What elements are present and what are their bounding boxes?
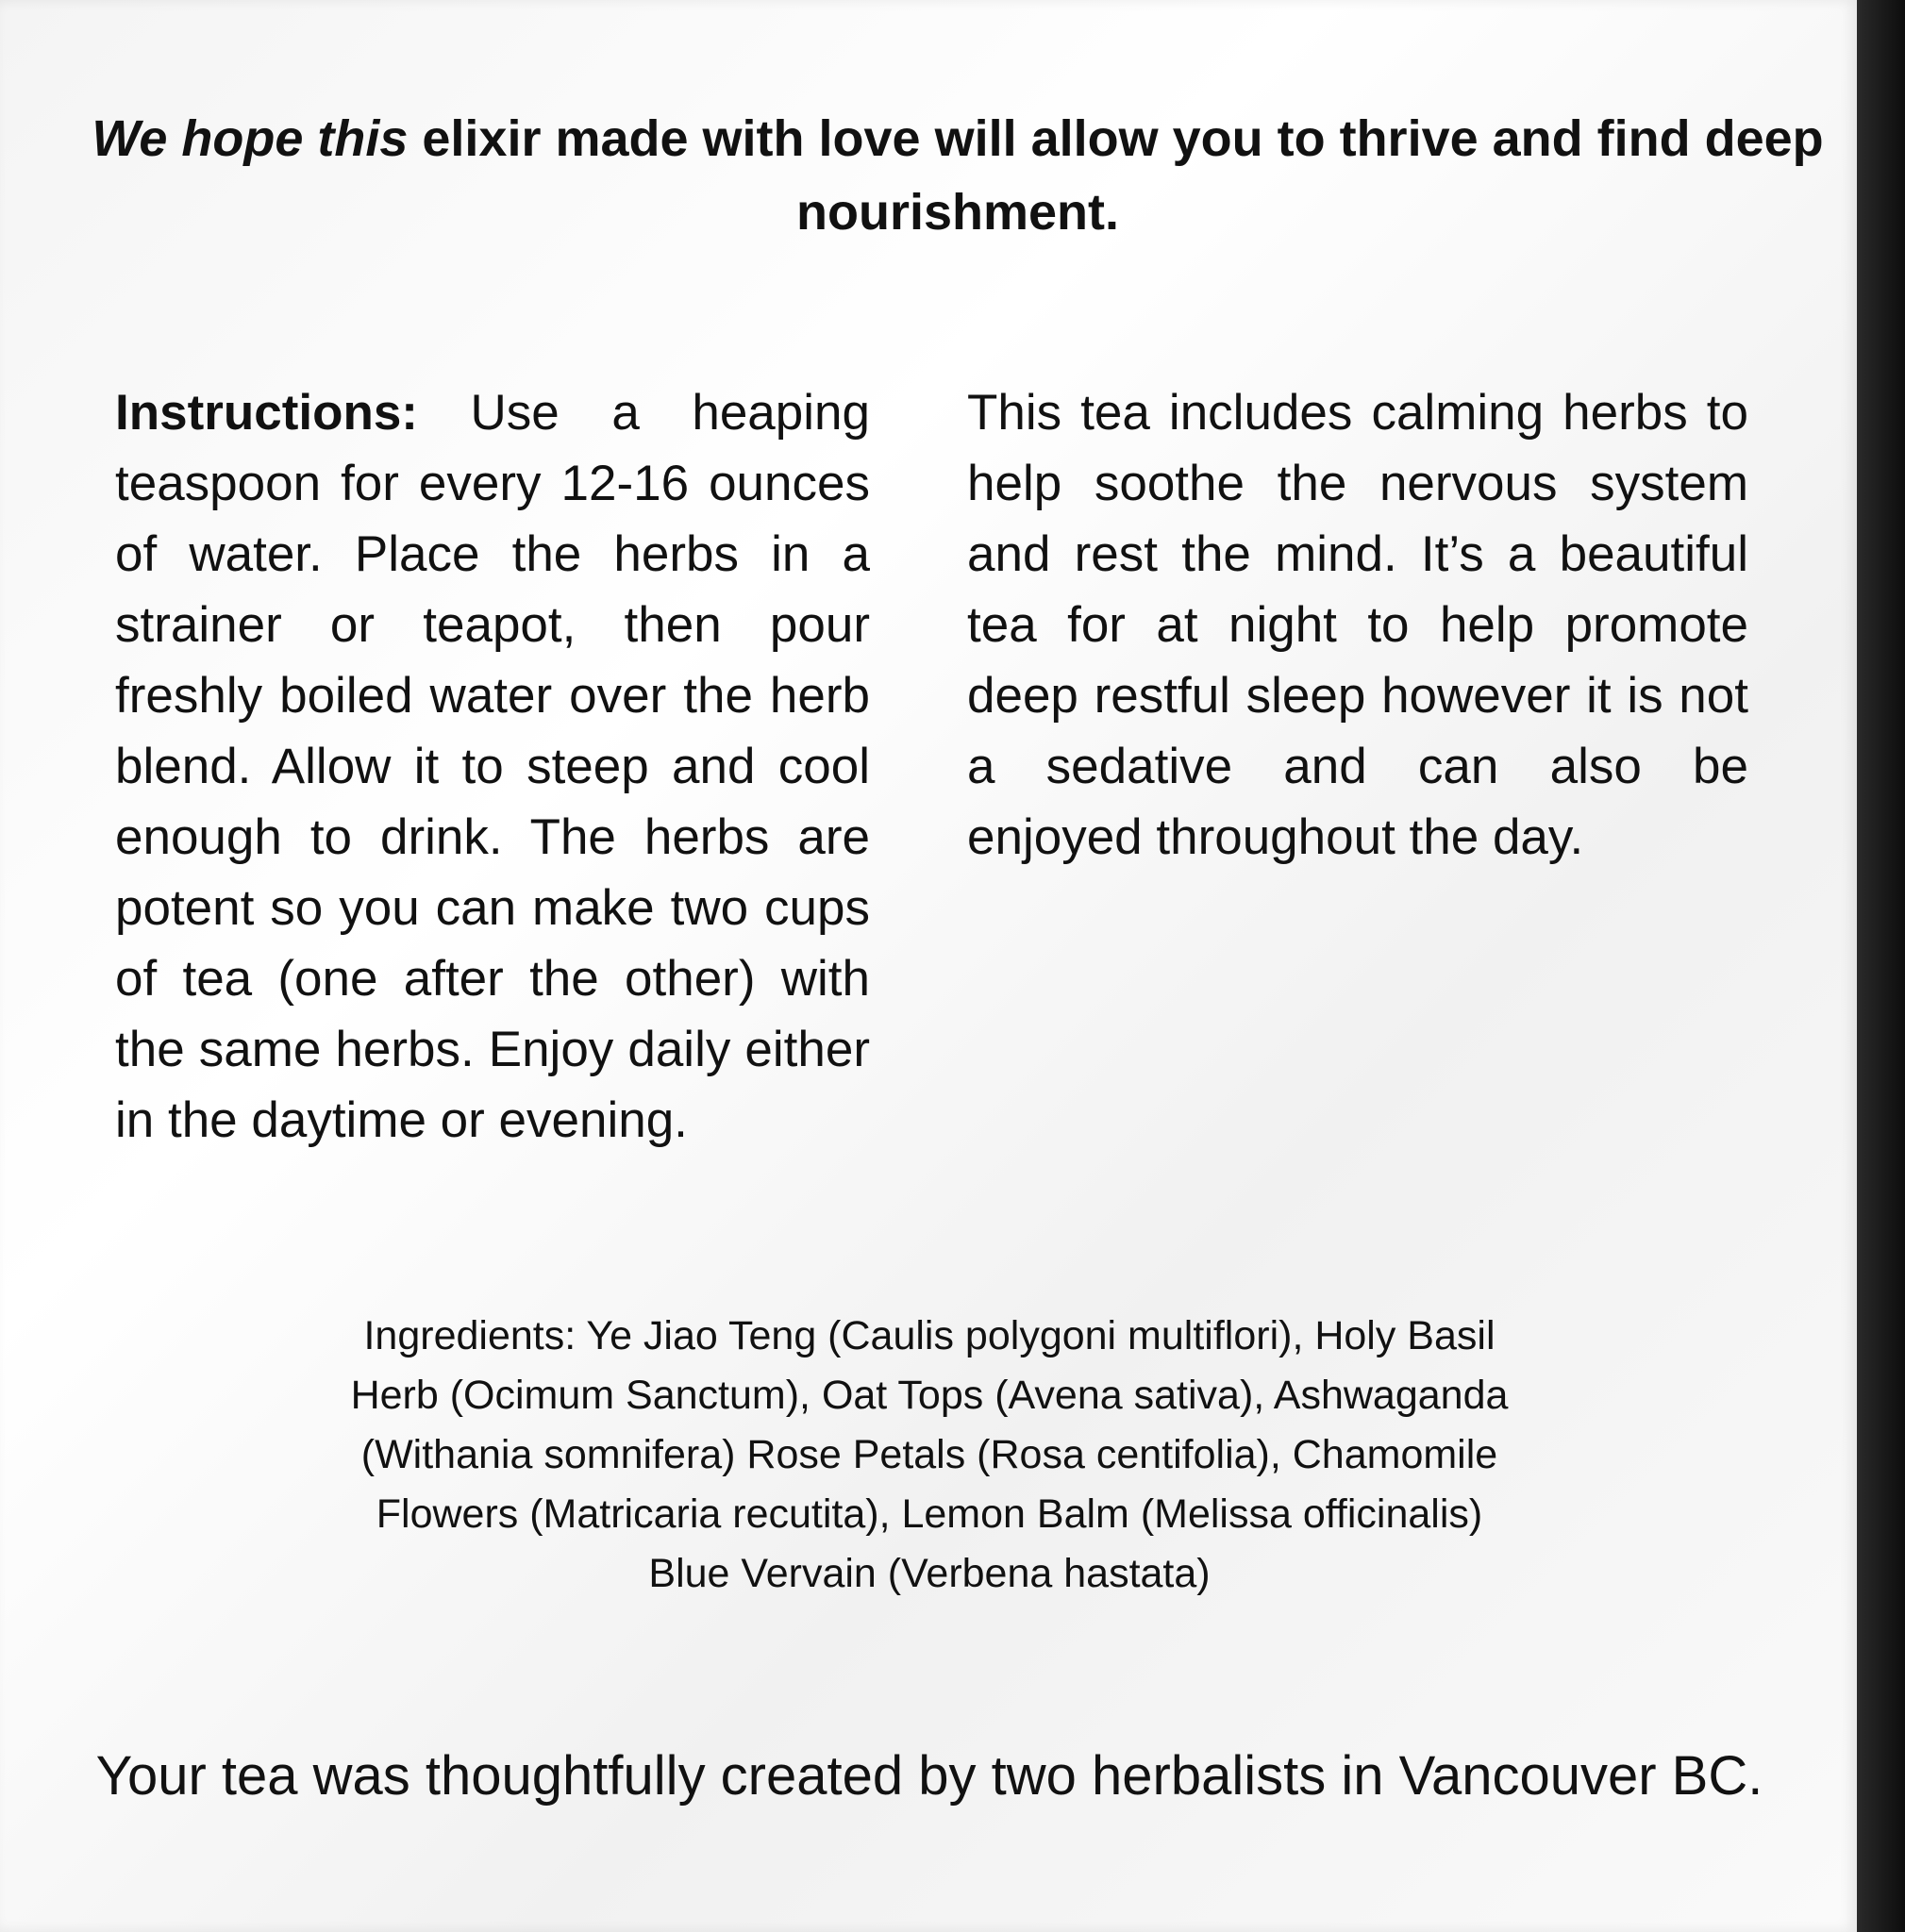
ingredients-list: Ingredients: Ye Jiao Teng (Caulis polygoni multiflori), Holy Basil Herb (Ocimum Sanctum), Oat Tops (Avena sativa), Ashwaganda (Withania somnifera) Rose Petals (Rosa centifolia), Chamomile Flowers (Matricaria recutita), Lemon Balm (Melissa officinalis) Blue Vervain (Verbena hastata) [350, 1313, 1509, 1596]
tagline-italic: We hope this [92, 110, 409, 167]
instructions-paragraph [115, 377, 870, 1156]
footer-note: Your tea was thoughtfully created by two herbalists in Vancouver BC. [95, 1745, 1763, 1807]
instructions-text: Use a heaping teaspoon for every 12-16 ounces of water. Place the herbs in a strainer or teapot, then pour freshly boiled water over the herb blend. Allow it to steep and cool enough to drink. The herbs are potent so you can make two cups of tea (one after the other) with the same herbs. Enjoy daily either in the daytime or evening. [115, 385, 870, 1148]
tagline [85, 102, 1830, 249]
instructions-label: Instructions: [115, 385, 418, 441]
tagline-rest: elixir made with love will allow you to thrive and find deep nourishment. [408, 110, 1824, 241]
description-paragraph: This tea includes calming herbs to help soothe the nervous system and rest the mind. It’s a beautiful tea for at night to help promote deep restful sleep however it is not a sedative and can also be enjoyed throughout the day. [967, 385, 1748, 865]
package-edge [1857, 0, 1905, 1932]
